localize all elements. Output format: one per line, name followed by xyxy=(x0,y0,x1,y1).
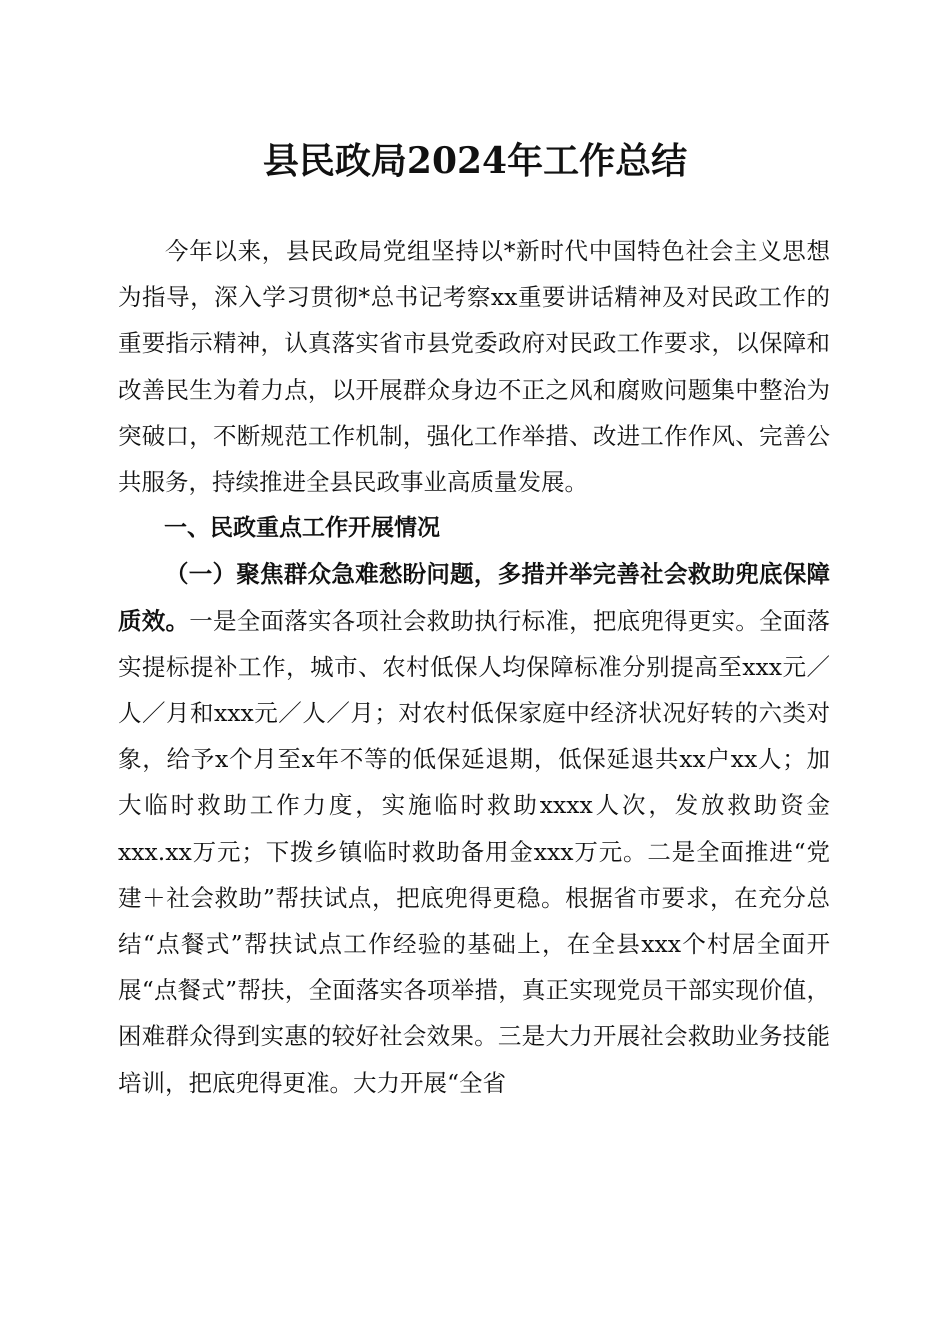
subsection-paragraph xyxy=(118,551,830,1105)
document-title: 县民政局2024年工作总结 xyxy=(262,140,688,182)
section-heading: 一、民政重点工作开展情况 xyxy=(164,515,440,542)
subsection-heading: （一）聚焦群众急难愁盼问题，多措并举完善社会救助兜底保障质效。 xyxy=(118,560,830,635)
subsection-body: 一是全面落实各项社会救助执行标准，把底兜得更实。全面落实提标提补工作，城市、农村低保人均保障标准分别提高至xxx元／人／月和xxx元／人／月；对农村低保家庭中经济状况好转的六类对象，给予x个月至x年不等的低保延退期，低保延退共xx户xx人；加大临时救助工作力度，实施临时救助xxxx人次，发放救助资金xxx.xx万元；下拨乡镇临时救助备用金xxx万元。二是全面推进“党建＋社会救助”帮扶试点，把底兜得更稳。根据省市要求，在充分总结“点餐式”帮扶试点工作经验的基础上，在全县xxx个村居全面开展“点餐式”帮扶，全面落实各项举措，真正实现党员干部实现价值，困难群众得到实惠的较好社会效果。三是大力开展社会救助业务技能培训，把底兜得更准。大力开展“全省 xyxy=(118,606,831,1097)
intro-paragraph: 今年以来，县民政局党组坚持以*新时代中国特色社会主义思想为指导，深入学习贯彻*总书记考察xx重要讲话精神及对民政工作的重要指示精神，认真落实省市县党委政府对民政工作要求，以保障和改善民生为着力点，以开展群众身边不正之风和腐败问题集中整治为突破口，不断规范工作机制，强化工作举措、改进工作作风、完善公共服务，持续推进全县民政事业高质量发展。 xyxy=(118,237,830,497)
document-body xyxy=(118,228,830,1106)
